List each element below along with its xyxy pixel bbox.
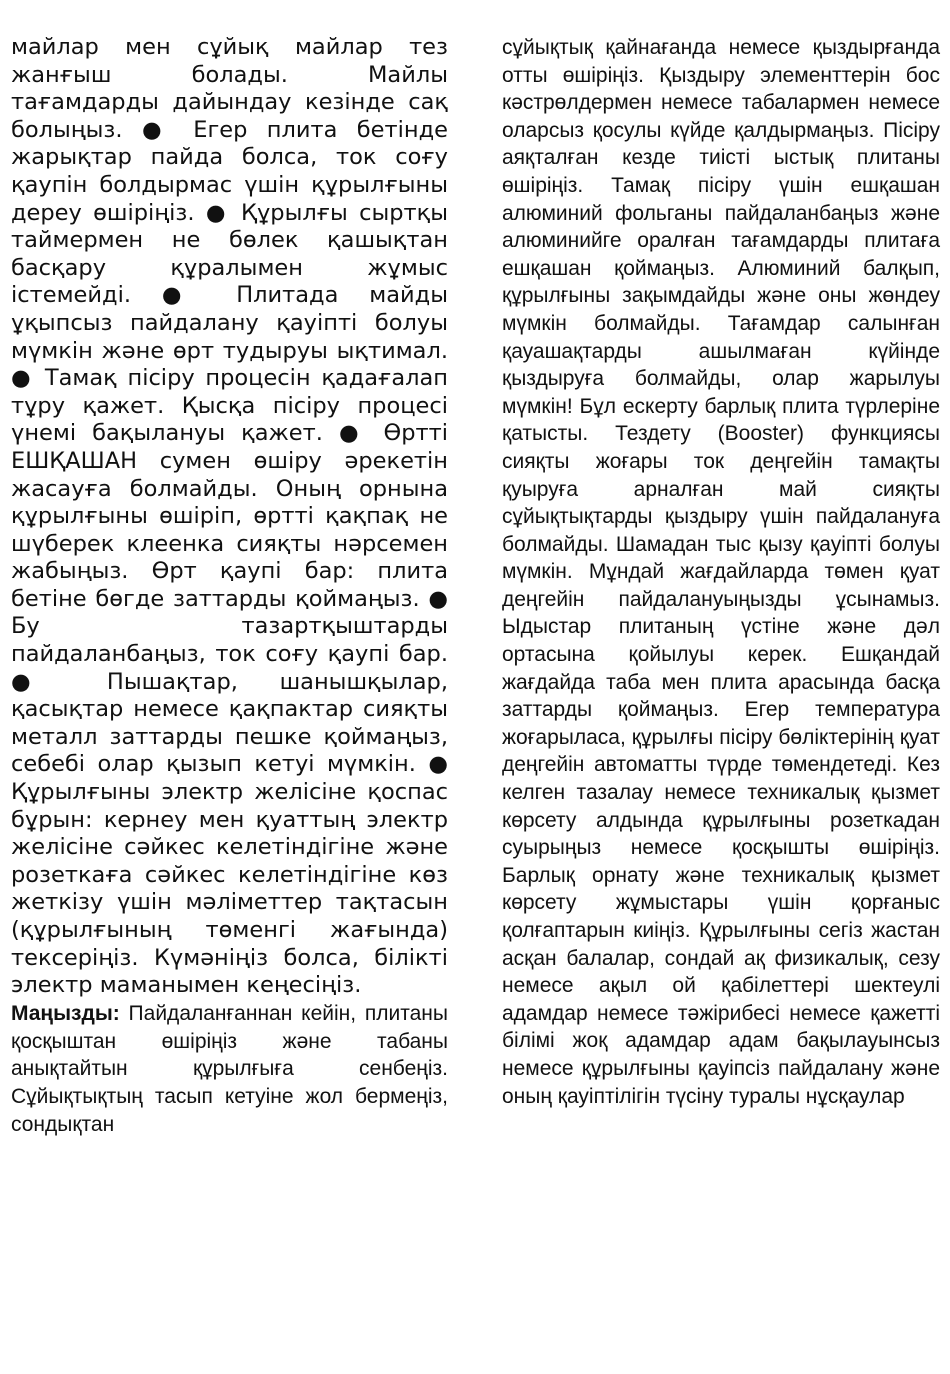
safety-paragraph-continued: майлар мен сұйық майлар тез жанғыш болады. Майлы тағамдарды дайындау кезінде сақ болыңыз. ● Егер плита бетінде жарықтар пайда болса, ток соғу қаупін болдырмас үшін құрылғыны дереу өшіріңіз. ● Құрылғы сыртқы таймермен не бөлек қашықтан басқару құралымен жұмыс істемейді. ● Плитада майды ұқыпсыз пайдалану қауіпті болуы мүмкін және өрт тудыруы ықтимал. ● Тамақ пісіру процесін қадағалап тұру қажет. Қысқа пісіру процесі үнемі бақылануы қажет. ● Өртті ЕШҚАШАН сумен өшіру әрекетін жасауға болмайды. Оның орнына құрылғыны өшіріп, өртті қақпақ не шүберек клеенка сияқты нәрсемен жабыңыз. Өрт қаупі бар: плита бетіне бөгде заттарды қоймаңыз. ● Бу тазартқыштарды пайдаланбаңыз, ток соғу қаупі бар. ● Пышақтар, шанышқылар, қасықтар немесе қақпактар сияқты металл заттарды пешке қоймаңыз, себебі олар қызып кетуі мүмкін. ● Құрылғыны электр желісіне қоспас бұрын: кернеу мен қуаттың электр желісіне сәйкес келетіндігіне және розеткаға сәйкес келетіндігіне көз жеткізу үшін мәліметтер тақтасын (құрылғының төменгі жағында) тексеріңіз. Күмәніңіз болса, білікті электр маманымен кеңесіңіз.: [11, 34, 448, 999]
important-label: Маңызды:: [11, 1001, 120, 1025]
left-text-column: [11, 34, 448, 1139]
safety-paragraph-right: сұйықтық қайнағанда немесе қыздырғанда отты өшіріңіз. Қыздыру элементтерін бос кәстрөлдермен немесе табалармен немесе оларсыз қосулы күйде қалдырмаңыз. Пісіру аяқталған кезде тиісті ыстық плитаны өшіріңіз. Тамақ пісіру үшін ешқашан алюминий фольганы пайдаланбаңыз және алюминийге оралған тағамдарды плитаға ешқашан қоймаңыз. Алюминий балқып, құрылғыны зақымдайды және оны жөндеу мүмкін болмайды. Тағамдар салынған қауашақтарды ашылмаған күйінде қыздыруға болмайды, олар жарылуы мүмкін! Бұл ескерту барлық плита түрлеріне қатысты. Тездету (Booster) функциясы сияқты жоғары ток деңгейін тамақты қуыруға арналған май сияқты сұйықтықтарды қыздыру үшін пайдалануға болмайды. Шамадан тыс қызу қауіпті болуы мүмкін. Мұндай жағдайларда төмен қуат деңгейін пайдалануыңызды ұсынамыз. Ыдыстар плитаның үстіне және дәл ортасына қойылуы керек. Ешқандай жағдайда таба мен плита арасында басқа заттарды қоймаңыз. Егер температура жоғарыласа, құрылғы пісіру бөліктерінің қуат деңгейін автоматты түрде төмендетеді. Кез келген тазалау немесе техникалық қызмет көрсету алдында құрылғыны розеткадан суырыңыз немесе қосқышты өшіріңіз. Барлық орнату және техникалық қызмет көрсету жұмыстары үшін қорғаныс қолғаптарын киіңіз. Құрылғыны сегіз жастан асқан балалар, сондай ақ физикалық, сезу немесе ақыл ой қабілеттері шектеулі адамдар немесе тәжірибесі немесе қажетті білімі жоқ адамдар адам бақылауынсыз немесе құрылғыны қауіпсіз пайдалану және оның қауіптілігін түсіну туралы нұсқаулар: [502, 36, 940, 1108]
important-note-text: Пайдаланғаннан кейін, плитаны қосқыштан өшіріңіз және табаны анықтайтын құрылғыға сенбеңіз. Сұйықтықтың тасып кетуіне жол бермеңіз, сондықтан: [11, 1001, 448, 1136]
important-note-paragraph: [11, 1000, 448, 1139]
right-text-column: [502, 34, 940, 1110]
